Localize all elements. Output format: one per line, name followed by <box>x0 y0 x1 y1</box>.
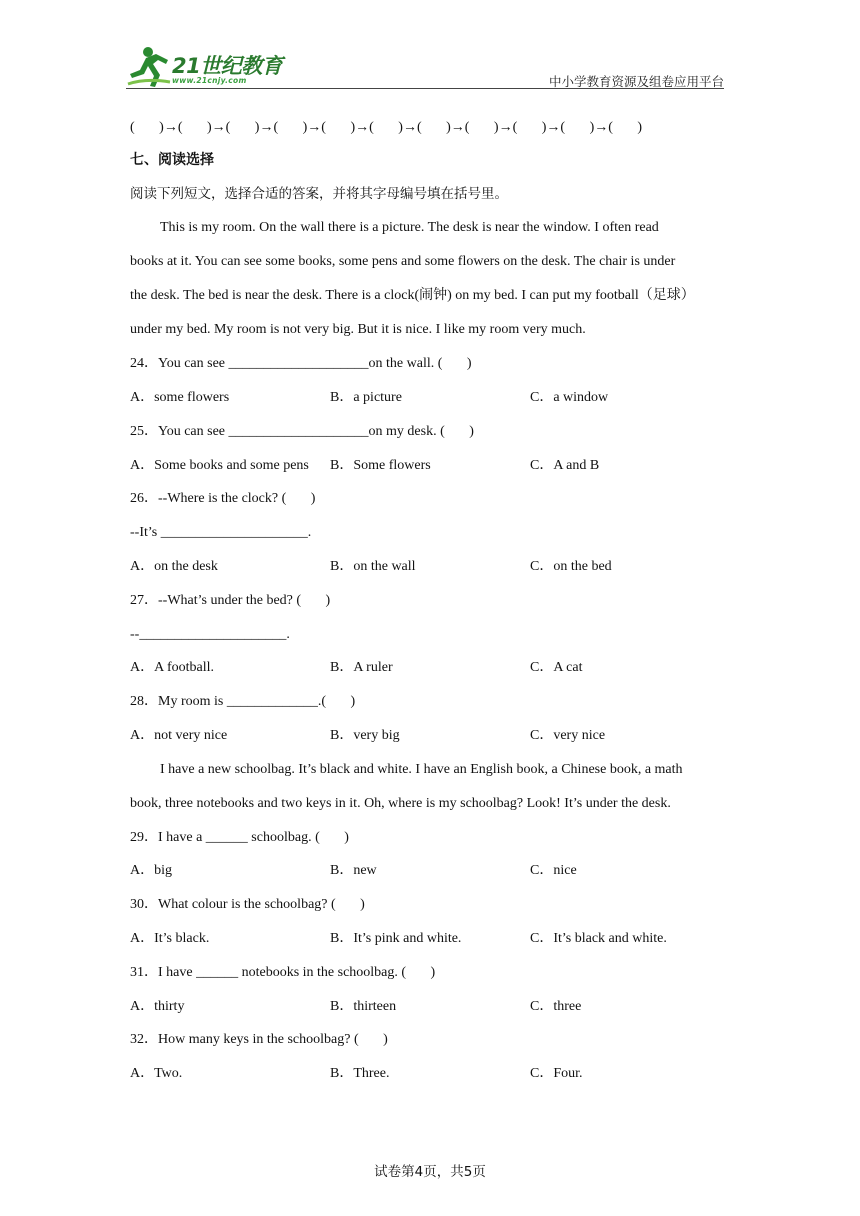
question-30: 30．What colour is the schoolbag? ( ) <box>130 897 365 912</box>
q28-option-a: A．not very nice <box>130 728 228 743</box>
q31-option-a: A．thirty <box>130 999 185 1014</box>
question-29: 29．I have a ______ schoolbag. ( ) <box>130 830 349 845</box>
q26-option-b: B．on the wall <box>330 559 416 574</box>
q30-option-b: B．It’s pink and white. <box>330 931 462 946</box>
section-title: 七、阅读选择 <box>130 152 214 168</box>
q30-option-c: C．It’s black and white. <box>530 931 667 946</box>
header-divider <box>126 88 724 89</box>
passage1-line: the desk. The bed is near the desk. There is a clock(闹钟) on my bed. I can put my football（足球） <box>130 288 695 303</box>
page-header <box>126 40 724 88</box>
passage2-line: book, three notebooks and two keys in it. Oh, where is my schoolbag? Look! It’s under the desk. <box>130 796 671 811</box>
q29-option-b: B．new <box>330 863 377 878</box>
q26-answer-line: --It’s _____________________. <box>130 525 312 540</box>
q30-option-a: A．It’s black. <box>130 931 210 946</box>
q32-option-a: A．Two. <box>130 1066 183 1081</box>
q27-option-a: A．A football. <box>130 660 214 675</box>
runner-logo-icon <box>126 44 172 88</box>
q27-answer-line: --_____________________. <box>130 627 290 642</box>
page-footer: 试卷第4页，共5页 <box>374 1164 486 1180</box>
question-27: 27．--What’s under the bed? ( ) <box>130 593 331 608</box>
section-instruction: 阅读下列短文，选择合适的答案，并将其字母编号填在括号里。 <box>130 186 508 202</box>
logo-url: www.21cnjy.com <box>172 76 247 85</box>
order-answer-line: ( )→( )→( )→( )→( )→( )→( )→( )→( )→( )→( ) <box>130 120 643 135</box>
passage1-line: books at it. You can see some books, some pens and some flowers on the desk. The chair is under <box>130 254 676 269</box>
question-31: 31．I have ______ notebooks in the schoolbag. ( ) <box>130 965 436 980</box>
passage1-line: under my bed. My room is not very big. But it is nice. I like my room very much. <box>130 322 586 337</box>
question-28: 28．My room is _____________.( ) <box>130 694 356 709</box>
q29-option-c: C．nice <box>530 863 577 878</box>
q28-option-c: C．very nice <box>530 728 606 743</box>
q25-option-b: B．Some flowers <box>330 458 431 473</box>
question-24: 24．You can see ____________________on the wall. ( ) <box>130 356 472 371</box>
passage2-line: I have a new schoolbag. It’s black and white. I have an English book, a Chinese book, a math <box>160 762 683 777</box>
q25-option-c: C．A and B <box>530 458 600 473</box>
question-32: 32．How many keys in the schoolbag? ( ) <box>130 1032 388 1047</box>
platform-name: 中小学教育资源及组卷应用平台 <box>548 74 724 89</box>
q32-option-b: B．Three. <box>330 1066 390 1081</box>
q26-option-c: C．on the bed <box>530 559 612 574</box>
logo <box>126 44 296 88</box>
logo-text: 21世纪教育 <box>172 54 283 78</box>
question-26: 26．--Where is the clock? ( ) <box>130 491 316 506</box>
q24-option-c: C．a window <box>530 390 609 405</box>
passage1-line: This is my room. On the wall there is a picture. The desk is near the window. I often read <box>160 220 659 235</box>
q31-option-c: C．three <box>530 999 582 1014</box>
q29-option-a: A．big <box>130 863 172 878</box>
q25-option-a: A．Some books and some pens <box>130 458 309 473</box>
q27-option-b: B．A ruler <box>330 660 393 675</box>
q32-option-c: C．Four. <box>530 1066 583 1081</box>
q24-option-b: B．a picture <box>330 390 402 405</box>
q24-option-a: A．some flowers <box>130 390 230 405</box>
q28-option-b: B．very big <box>330 728 400 743</box>
q31-option-b: B．thirteen <box>330 999 397 1014</box>
q27-option-c: C．A cat <box>530 660 583 675</box>
question-25: 25．You can see ____________________on my desk. ( ) <box>130 424 474 439</box>
q26-option-a: A．on the desk <box>130 559 218 574</box>
